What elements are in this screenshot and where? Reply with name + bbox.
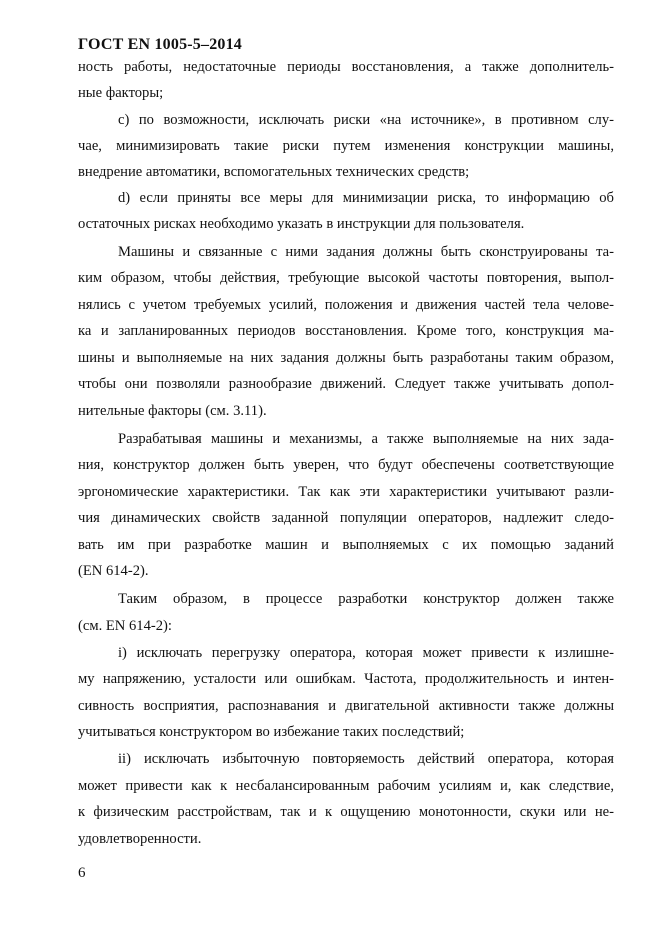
text-line: удовлетворенности. xyxy=(78,831,202,847)
text-line: чае, минимизировать такие риски путем изменения конструкции машины, xyxy=(78,138,614,154)
text-line: вать им при разработке машин и выполняемых с их помощью заданий xyxy=(78,537,614,553)
text-line: (см. EN 614-2): xyxy=(78,618,172,634)
text-line: эргономические характеристики. Так как эти характеристики учитывают разли- xyxy=(78,484,614,500)
text-line: к физическим расстройствам, так и к ощущению монотонности, скуки или не- xyxy=(78,804,614,820)
list-item-d-line: d) если приняты все меры для минимизации риска, то информацию об xyxy=(118,190,614,206)
text-line: чтобы они позволяли разнообразие движений. Следует также учитывать допол- xyxy=(78,376,614,392)
text-line: ким образом, чтобы действия, требующие высокой частоты повторения, выпол- xyxy=(78,270,614,286)
text-line: (EN 614-2). xyxy=(78,563,149,579)
text-line: ность работы, недостаточные периоды восстановления, а также дополнитель- xyxy=(78,59,614,75)
text-line: ка и запланированных периодов восстановления. Кроме того, конструкция ма- xyxy=(78,323,614,339)
document-header: ГОСТ EN 1005-5–2014 xyxy=(78,36,243,53)
paragraph-start: Машины и связанные с ними задания должны быть сконструированы та- xyxy=(118,244,614,260)
list-item-c-line: c) по возможности, исключать риски «на источнике», в противном слу- xyxy=(118,112,614,128)
text-line: учитываться конструктором во избежание таких последствий; xyxy=(78,724,465,740)
text-line: внедрение автоматики, вспомогательных технических средств; xyxy=(78,164,470,180)
text-line: нялись с учетом требуемых усилий, положения и движения частей тела челове- xyxy=(78,297,614,313)
text-line: шины и выполняемые на них задания должны быть разработаны таким образом, xyxy=(78,350,614,366)
text-line: может привести как к несбалансированным рабочим усилиям и, как следствие, xyxy=(78,778,614,794)
text-line: сивность восприятия, распознавания и двигательной активности также должны xyxy=(78,698,614,714)
paragraph-start: Разрабатывая машины и механизмы, а также выполняемые на них зада- xyxy=(118,431,614,447)
list-item-i-line: i) исключать перегрузку оператора, которая может привести к излишне- xyxy=(118,645,614,661)
text-line: нительные факторы (см. 3.11). xyxy=(78,403,267,419)
text-line: чия динамических свойств заданной популяции операторов, надлежит следо- xyxy=(78,510,614,526)
text-line: ные факторы; xyxy=(78,85,164,101)
text-line: ния, конструктор должен быть уверен, что будут обеспечены соответствующие xyxy=(78,457,614,473)
paragraph-start: Таким образом, в процессе разработки конструктор должен также xyxy=(118,591,614,607)
text-line: остаточных рисках необходимо указать в инструкции для пользователя. xyxy=(78,216,525,232)
list-item-ii-line: ii) исключать избыточную повторяемость действий оператора, которая xyxy=(118,751,614,767)
text-line: му напряжению, усталости или ошибкам. Частота, продолжительность и интен- xyxy=(78,671,614,687)
page-number: 6 xyxy=(78,865,86,881)
